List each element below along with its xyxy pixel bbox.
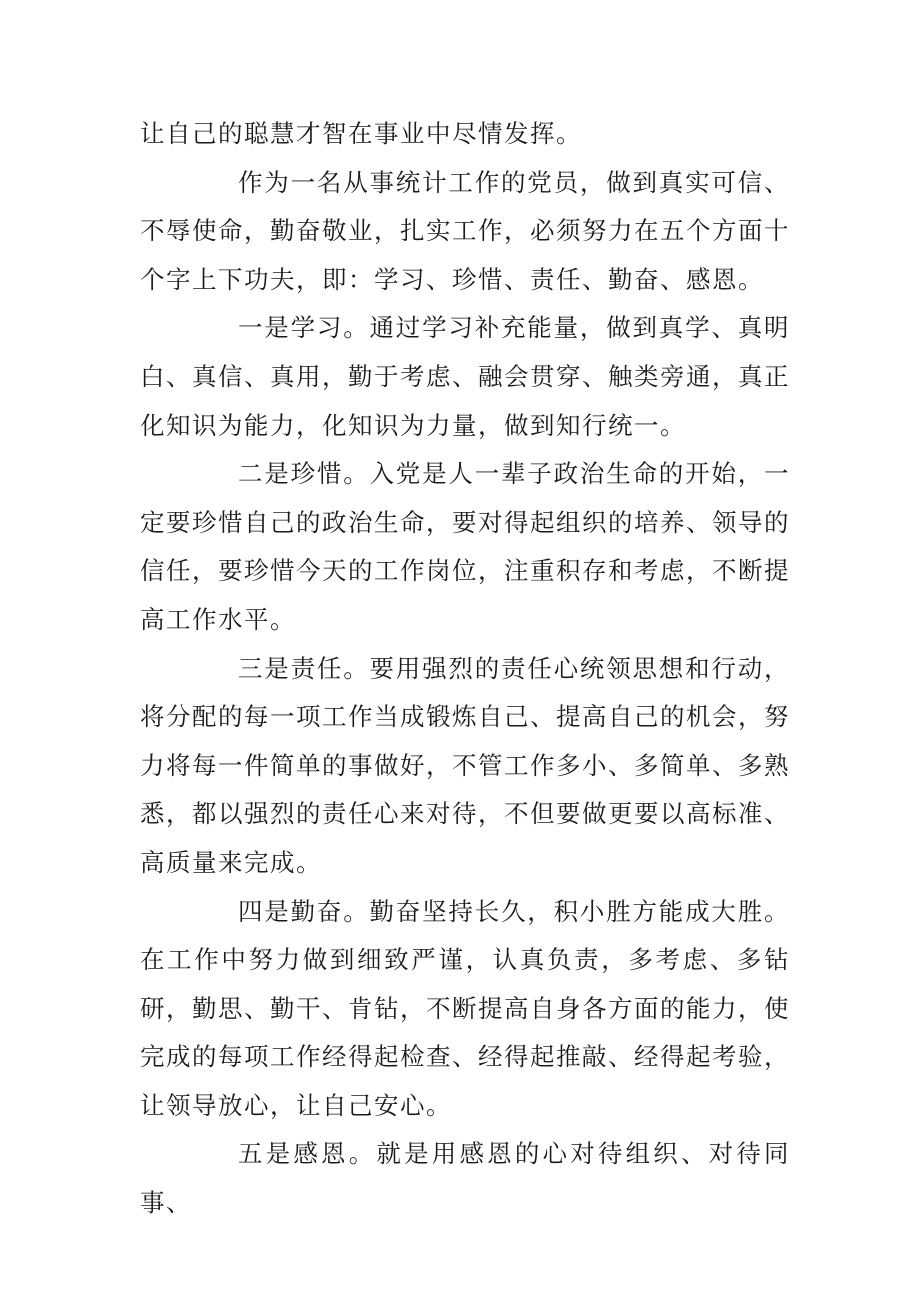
paragraph-diligence: 四是勤奋。勤奋坚持长久，积小胜方能成大胜。在工作中努力做到细致严谨，认真负责，多考虑、多钻研，勤思、勤干、肯钻，不断提高自身各方面的能力，使完成的每项工作经得起检查、经得起推敲、经得起考验，让领导放心，让自己安心。 [140,896,790,1120]
paragraph-continuation: 让自己的聪慧才智在事业中尽情发挥。 [140,119,582,148]
paragraph-study: 一是学习。通过学习补充能量，做到真学、真明白、真信、真用，勤于考虑、融会贯穿、触类旁通，真正化知识为能力，化知识为力量，做到知行统一。 [140,313,790,440]
paragraph-responsibility: 三是责任。要用强烈的责任心统领思想和行动，将分配的每一项工作当成锻炼自己、提高自己的机会，努力将每一件简单的事做好，不管工作多小、多简单、多熟悉，都以强烈的责任心来对待，不但要做更要以高标准、高质量来完成。 [140,653,790,877]
paragraph-intro: 作为一名从事统计工作的党员，做到真实可信、不辱使命，勤奋敬业，扎实工作，必须努力在五个方面十个字上下功夫，即：学习、珍惜、责任、勤奋、感恩。 [140,167,790,294]
paragraph-cherish: 二是珍惜。入党是人一辈子政治生命的开始，一定要珍惜自己的政治生命，要对得起组织的培养、领导的信任，要珍惜今天的工作岗位，注重积存和考虑，不断提高工作水平。 [140,459,790,634]
paragraph-gratitude: 五是感恩。就是用感恩的心对待组织、对待同事、 [140,1139,790,1218]
document-body [140,110,790,1228]
